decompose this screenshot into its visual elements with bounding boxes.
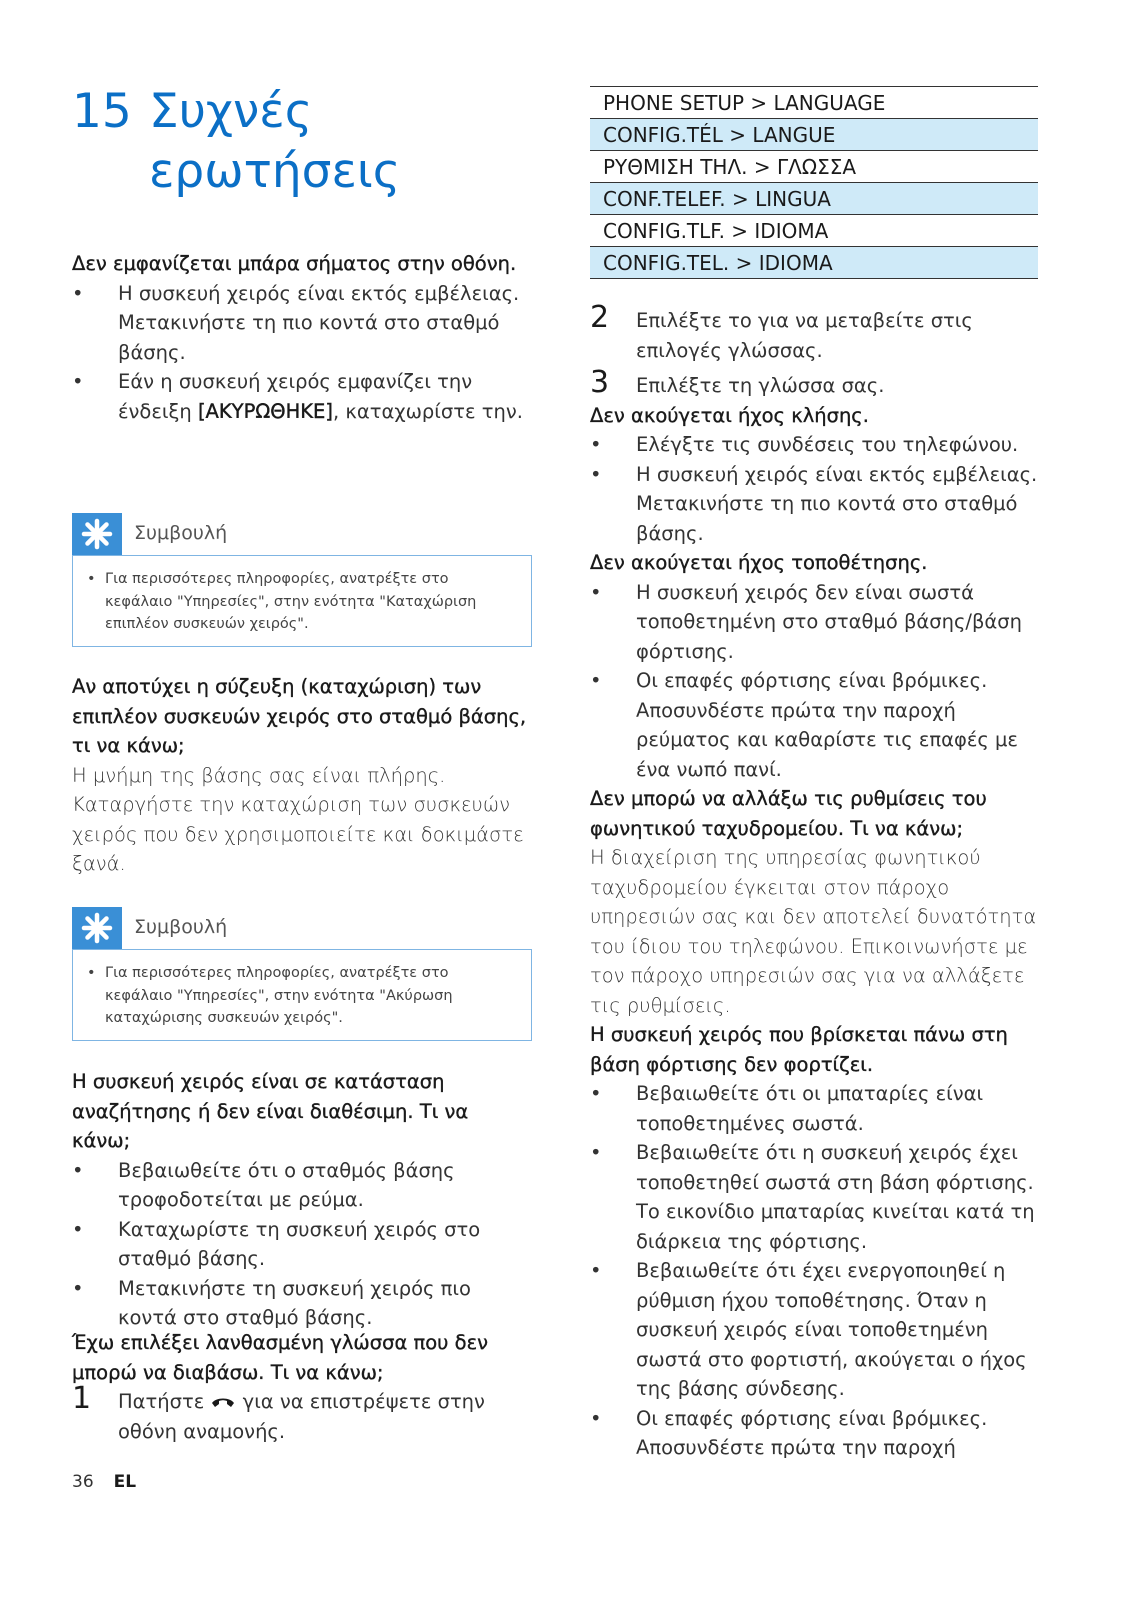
tip-star-icon bbox=[72, 513, 122, 555]
chapter-title-line2: ερωτήσεις bbox=[149, 144, 401, 199]
menu-option-text: [ΑΚΥΡΩΘΗΚΕ] bbox=[197, 399, 333, 423]
step-3: 3 Επιλέξτε τη γλώσσα σας. bbox=[590, 365, 885, 400]
list-item: • Βεβαιωθείτε ότι έχει ενεργοποιηθεί η ρύθμιση ήχου τοποθέτησης. Όταν η συσκευή χειρός είναι τοποθετημένη σωστά στο φορτιστή, ακούγεται ο ήχος της βάσης σύνδεσης. bbox=[590, 1259, 1027, 1400]
list-item: • Βεβαιωθείτε ότι οι μπαταρίες είναι τοποθετημένες σωστά. bbox=[590, 1082, 984, 1135]
chapter-title-line1: Συχνές bbox=[149, 84, 313, 139]
question: Αν αποτύχει η σύζευξη (καταχώριση) των επιπλέον συσκευών χειρός στο σταθμό βάσης, τι να κάνω; bbox=[72, 675, 527, 757]
language-menu-table bbox=[590, 86, 1038, 279]
tip-text: • Για περισσότερες πληροφορίες, ανατρέξτε στο κεφάλαιο "Υπηρεσίες", στην ενότητα "Ακύρωση καταχώρισης συσκευών χειρός". bbox=[87, 965, 453, 1026]
tip-star-icon bbox=[72, 907, 122, 949]
menu-path-cell: CONF.TELEF. > LINGUA bbox=[590, 183, 1038, 215]
question: Δεν ακούγεται ήχος κλήσης. bbox=[590, 403, 869, 427]
list-item: • Καταχωρίστε τη συσκευή χειρός στο σταθμό βάσης. bbox=[72, 1217, 481, 1270]
faq-signal-bar bbox=[72, 249, 532, 426]
step-2: 2 Επιλέξτε το για να μεταβείτε στις επιλογές γλώσσας. bbox=[590, 300, 973, 362]
menu-path-cell: CONFIG.TEL. > IDIOMA bbox=[590, 247, 1038, 279]
tip-label: Συμβουλή bbox=[134, 522, 228, 544]
question: Δεν εμφανίζεται μπάρα σήματος στην οθόνη. bbox=[72, 252, 517, 275]
language-code: EL bbox=[113, 1472, 137, 1492]
menu-row bbox=[590, 151, 1038, 183]
menu-path-cell: CONFIG.TLF. > IDIOMA bbox=[590, 215, 1038, 247]
menu-row bbox=[590, 119, 1038, 151]
list-item: • Βεβαιωθείτε ότι ο σταθμός βάσης τροφοδοτείται με ρεύμα. bbox=[72, 1158, 455, 1211]
list-item: • Η συσκευή χειρός είναι εκτός εμβέλειας. Μετακινήστε τη πιο κοντά στο σταθμό βάσης. bbox=[72, 281, 520, 364]
list-item: • Οι επαφές φόρτισης είναι βρόμικες. Αποσυνδέστε πρώτα την παροχή ρεύματος και καθαρίστε τις επαφές με ένα νωπό πανί. bbox=[590, 669, 1018, 781]
chapter-number: 15 bbox=[72, 84, 132, 139]
list-item: • Βεβαιωθείτε ότι η συσκευή χειρός έχει τοποθετηθεί σωστά στη βάση φόρτισης. Το εικονίδιο μπαταρίας κινείται κατά τη διάρκεια της φόρτισης. bbox=[590, 1141, 1035, 1253]
faq-wrong-language bbox=[72, 1328, 532, 1447]
step-1: 1 Πατήστε για να επιστρέψετε στην οθόνη αναμονής. bbox=[72, 1381, 485, 1444]
list-item: • Εάν η συσκευή χειρός εμφανίζει την ένδειξη [ΑΚΥΡΩΘΗΚΕ], καταχωρίστε την. bbox=[72, 370, 523, 423]
menu-path-cell: ΡΥΘΜΙΣΗ ΤΗΛ. > ΓΛΩΣΣΑ bbox=[590, 151, 1038, 183]
page-number: 36 bbox=[72, 1472, 94, 1492]
end-call-icon bbox=[210, 1388, 236, 1418]
question: Δεν μπορώ να αλλάξω τις ρυθμίσεις του φωνητικού ταχυδρομείου. Τι να κάνω; bbox=[590, 787, 987, 840]
menu-path-cell: CONFIG.TÉL > LANGUE bbox=[590, 119, 1038, 151]
question: Δεν ακούγεται ήχος τοποθέτησης. bbox=[590, 551, 928, 574]
page-footer bbox=[72, 1472, 136, 1492]
tip-label: Συμβουλή bbox=[134, 916, 228, 938]
language-steps bbox=[590, 300, 1050, 1463]
menu-row bbox=[590, 247, 1038, 279]
answer: Η διαχείριση της υπηρεσίας φωνητικού ταχυδρομείου έγκειται στον πάροχο υπηρεσιών σας και δεν αποτελεί δυνατότητα του ίδιου του τηλεφώνου. Επικοινωνήστε με τον πάροχο υπηρεσιών σας για να αλλάξετε τις ρυθμίσεις. bbox=[590, 846, 1037, 1017]
list-item: • Οι επαφές φόρτισης είναι βρόμικες. Αποσυνδέστε πρώτα την παροχή bbox=[590, 1406, 988, 1459]
list-item: • Ελέγξτε τις συνδέσεις του τηλεφώνου. bbox=[590, 433, 1019, 456]
list-item: • Η συσκευή χειρός δεν είναι σωστά τοποθετημένη στο σταθμό βάσης/βάση φόρτισης. bbox=[590, 580, 1023, 663]
question: Η συσκευή χειρός που βρίσκεται πάνω στη βάση φόρτισης δεν φορτίζει. bbox=[590, 1023, 1008, 1076]
menu-row bbox=[590, 87, 1038, 119]
menu-row bbox=[590, 215, 1038, 247]
list-item: • Μετακινήστε τη συσκευή χειρός πιο κοντά στο σταθμό βάσης. bbox=[72, 1276, 471, 1329]
tip-box bbox=[72, 907, 532, 1041]
menu-path-cell: PHONE SETUP > LANGUAGE bbox=[590, 87, 1038, 119]
question: Έχω επιλέξει λανθασμένη γλώσσα που δεν μπορώ να διαβάσω. Τι να κάνω; bbox=[72, 1331, 489, 1384]
list-item: • Η συσκευή χειρός είναι εκτός εμβέλειας. Μετακινήστε τη πιο κοντά στο σταθμό βάσης. bbox=[590, 462, 1038, 545]
question: Η συσκευή χειρός είναι σε κατάσταση αναζήτησης ή δεν είναι διαθέσιμη. Τι να κάνω; bbox=[72, 1070, 469, 1152]
faq-pairing-failed bbox=[72, 672, 532, 879]
faq-searching bbox=[72, 1067, 532, 1333]
answer: Η μνήμη της βάσης σας είναι πλήρης. Καταργήστε την καταχώριση των συσκευών χειρός που δεν χρησιμοποιείτε και δοκιμάστε ξανά. bbox=[72, 763, 524, 875]
tip-box bbox=[72, 513, 532, 647]
tip-text: • Για περισσότερες πληροφορίες, ανατρέξτε στο κεφάλαιο "Υπηρεσίες", στην ενότητα "Καταχώριση επιπλέον συσκευών χειρός". bbox=[87, 571, 477, 632]
menu-row bbox=[590, 183, 1038, 215]
